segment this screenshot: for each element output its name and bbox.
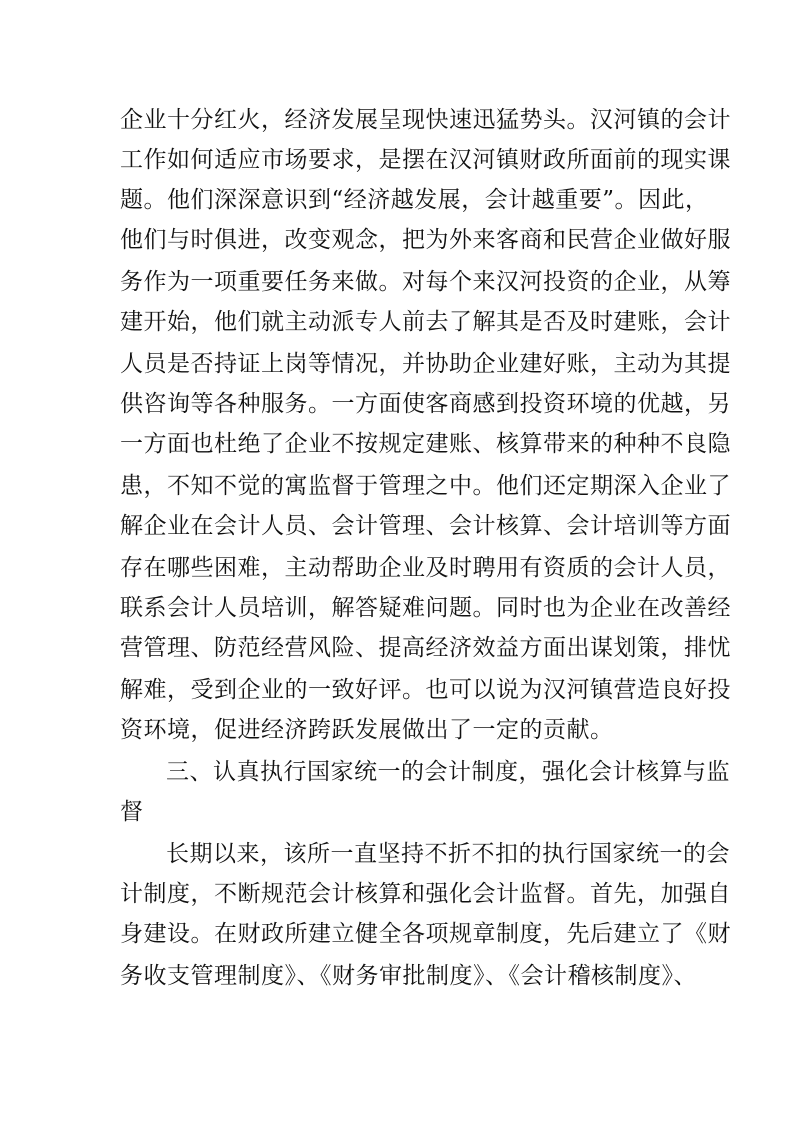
body-text-line: 人员是否持证上岗等情况，并协助企业建好账，主动为其提 — [120, 351, 731, 377]
body-text-line: 企业十分红火，经济发展呈现快速迅猛势头。汉河镇的会计 — [120, 107, 731, 133]
body-text-line: 患，不知不觉的寓监督于管理之中。他们还定期深入企业了 — [120, 473, 731, 499]
body-text-line: 一方面也杜绝了企业不按规定建账、核算带来的种种不良隐 — [120, 431, 731, 457]
body-text-line: 供咨询等各种服务。一方面使客商感到投资环境的优越，另 — [120, 391, 731, 417]
body-text-line: 他们与时俱进，改变观念，把为外来客商和民营企业做好服 — [120, 227, 731, 253]
body-text-line: 营管理、防范经营风险、提高经济效益方面出谋划策，排忧 — [120, 635, 731, 661]
body-text-line: 长期以来，该所一直坚持不折不扣的执行国家统一的会 — [166, 841, 730, 867]
body-text-line: 存在哪些困难，主动帮助企业及时聘用有资质的会计人员， — [120, 555, 731, 581]
body-text-line: 解难，受到企业的一致好评。也可以说为汉河镇营造良好投 — [120, 677, 731, 703]
body-text-line: 务作为一项重要任务来做。对每个来汉河投资的企业，从筹 — [120, 269, 731, 295]
body-text-line: 务收支管理制度》、《财务审批制度》、《会计稽核制度》、 — [120, 963, 697, 989]
body-text-line: 资环境，促进经济跨跃发展做出了一定的贡献。 — [120, 717, 614, 743]
body-text-line: 解企业在会计人员、会计管理、会计核算、会计培训等方面 — [120, 513, 731, 539]
body-text-line: 身建设。在财政所建立健全各项规章制度，先后建立了《财 — [120, 921, 731, 947]
body-text-line: 建开始，他们就主动派专人前去了解其是否及时建账，会计 — [120, 309, 731, 335]
section-heading-line: 督 — [120, 799, 144, 825]
body-text-line: 题。他们深深意识到“经济越发展，会计越重要”。因此， — [120, 187, 709, 213]
body-text-line: 工作如何适应市场要求，是摆在汉河镇财政所面前的现实课 — [120, 147, 731, 173]
section-heading-line: 三、认真执行国家统一的会计制度，强化会计核算与监 — [166, 759, 730, 785]
body-text-line: 计制度，不断规范会计核算和强化会计监督。首先，加强自 — [120, 881, 731, 907]
body-text-line: 联系会计人员培训，解答疑难问题。同时也为企业在改善经 — [120, 595, 731, 621]
